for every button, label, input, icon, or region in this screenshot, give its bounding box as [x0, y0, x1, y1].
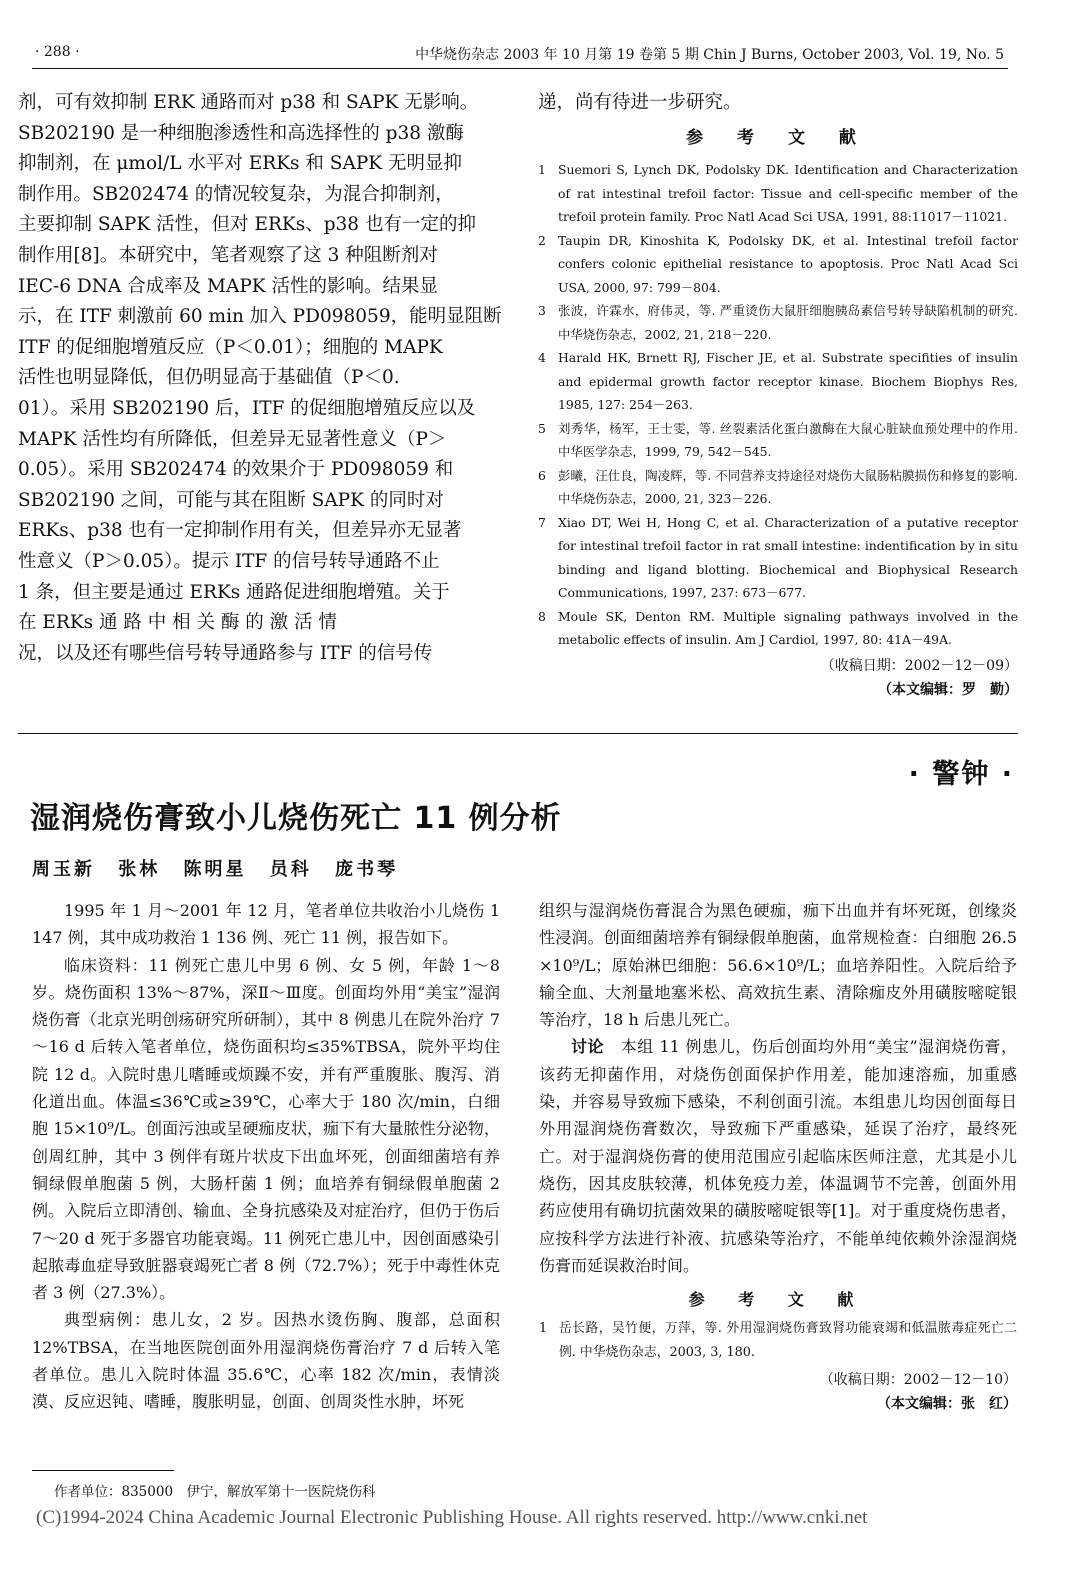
reference-item — [538, 229, 1018, 300]
prev-article-col2 — [538, 88, 1018, 702]
footnote-rule — [32, 1470, 174, 1471]
text-line: 主要抑制 SAPK 活性，但对 ERKs、p38 也有一定的抑 — [18, 214, 476, 236]
header-rule — [32, 68, 1008, 69]
reference-item — [538, 346, 1018, 417]
reference-number: 7 — [538, 514, 546, 530]
text-line: 在 ERKs 通 路 中 相 关 酶 的 激 活 情 — [18, 612, 337, 634]
reference-number: 5 — [538, 420, 546, 436]
text-line: 制作用。SB202474 的情况较复杂，为混合抑制剂， — [18, 183, 454, 205]
body-paragraph: 1995 年 1 月～2001 年 12 月，笔者单位共收治小儿烧伤 1 147 例，其中成功救治 1 136 例、死亡 11 例，报告如下。 — [32, 901, 500, 948]
text-line: ITF 的促细胞增殖反应（P＜0.01）；细胞的 MAPK — [18, 336, 443, 358]
discussion-text: 本组 11 例患儿，伤后创面均外用“美宝”湿润烧伤膏，该药无抑菌作用，对烧伤创面保护作用差，能加速溶痂，加重感染，并容易导致痂下感染，不利创面引流。本组患儿均因创面每日外用湿润烧伤膏数次，导致痂下严重感染，延误了治疗，最终死亡。对于湿润烧伤膏的使用范围应引起临床医师注意，尤其是小儿烧伤，因其皮肤较薄，机体免疫力差，体温调节不完善，创面外用药应使用有确切抗菌效果的磺胺嘧啶银等[1]。对于重度烧伤患者，应按科学方法进行补液、抗感染等治疗，不能单纯依赖外涂湿润烧伤膏而延误救治时间。 — [539, 1037, 1017, 1275]
body-paragraph: 组织与湿润烧伤膏混合为黑色硬痂，痂下出血并有坏死斑，创缘炎性浸润。创面细菌培养有铜绿假单胞菌，血常规检查：白细胞 26.5 ×10⁹/L；原始淋巴细胞：56.6×10⁹/L；血培养阳性。入院后给予输全血、大剂量地塞米松、高效抗生素、清除痂皮外用磺胺嘧啶银等治疗，18 h 后患儿死亡。 — [539, 901, 1017, 1030]
discussion-label: 讨论 — [571, 1037, 605, 1057]
author-affiliation: 作者单位：835000 伊宁，解放军第十一医院烧伤科 — [54, 1484, 376, 1500]
text-line: 剂，可有效抑制 ERK 通路而对 p38 和 SAPK 无影响。 — [18, 92, 479, 113]
article-separator — [18, 733, 1018, 734]
article-col1 — [32, 897, 500, 1416]
copyright-watermark: (C)1994-2024 China Academic Journal Electronic Publishing House. All rights reserved. http://www.cnki.net — [36, 1507, 868, 1528]
running-header: 中华烧伤杂志 2003 年 10 月第 19 卷第 5 期 Chin J Burns, October 2003, Vol. 19, No. 5 — [415, 47, 1004, 63]
reference-list — [538, 158, 1018, 652]
article-title: 湿润烧伤膏致小儿烧伤死亡 11 例分析 — [30, 801, 562, 836]
text-line: 示，在 ITF 刺激前 60 min 加入 PD098059，能明显阻断 — [18, 306, 502, 328]
text-line: SB202190 是一种细胞渗透性和高选择性的 p38 激酶 — [18, 122, 464, 144]
prev-article-ending: 递，尚有待进一步研究。 — [538, 92, 742, 113]
reference-item — [538, 417, 1018, 464]
text-line: 抑制剂，在 μmol/L 水平对 ERKs 和 SAPK 无明显抑 — [18, 153, 462, 175]
text-line: SB202190 之间，可能与其在阻断 SAPK 的同时对 — [18, 489, 444, 511]
article-col2 — [539, 897, 1017, 1416]
reference-item — [538, 511, 1018, 605]
section-label: · 警钟 · — [908, 759, 1014, 790]
reference-number: 8 — [538, 608, 546, 624]
reference-list-2 — [539, 1317, 1017, 1364]
received-date-2: （收稿日期：2002－12－10） — [819, 1372, 1017, 1389]
reference-text: Moule SK, Denton RM. Multiple signaling pathways involved in the metabolic effects of insulin. Am J Cardiol, 1997, 80: 41A－49A. — [558, 608, 1018, 647]
page-number: · 288 · — [35, 44, 80, 60]
reference-text: 张波，许霖水，府伟灵，等. 严重烫伤大鼠肝细胞胰岛素信号转导缺陷机制的研究. 中华烧伤杂志，2002, 21, 218－220. — [558, 303, 1018, 342]
text-line: MAPK 活性均有所降低，但差异无显著性意义（P＞ — [18, 428, 447, 450]
text-line: 况，以及还有哪些信号转导通路参与 ITF 的信号传 — [18, 642, 433, 664]
text-line: 制作用[8]。本研究中，笔者观察了这 3 种阻断剂对 — [18, 244, 438, 266]
text-line: ERKs、p38 也有一定抑制作用有关，但差异亦无显著 — [18, 520, 462, 542]
reference-number: 4 — [538, 350, 546, 365]
text-line: 性意义（P＞0.05）。提示 ITF 的信号转导通路不止 — [18, 550, 440, 572]
body-paragraph: 典型病例：患儿女，2 岁。因热水烫伤胸、腹部，总面积 12%TBSA，在当地医院创面外用湿润烧伤膏治疗 7 d 后转入笔者单位。患儿入院时体温 35.6℃，心率 182 次/min，表情淡漠、反应迟钝、嗜睡，腹胀明显，创面、创周炎性水肿，坏死 — [32, 1310, 500, 1412]
reference-item — [538, 605, 1018, 652]
editor-credit: （本文编辑：罗 勤） — [878, 681, 1018, 698]
article-authors: 周玉新 张林 陈明星 员科 庞书琴 — [32, 859, 399, 880]
reference-text: Suemori S, Lynch DK, Podolsky DK. Identification and Characterization of rat intestinal trefoil factor: Tissue and cell-specific member of the trefoil protein family. Proc Natl Acad Sci USA, 1991, 88:11017－11021. — [558, 162, 1018, 224]
text-line: 1 条，但主要是通过 ERKs 通路促进细胞增殖。关于 — [18, 581, 450, 603]
text-line: 0.05）。采用 SB202474 的效果介于 PD098059 和 — [18, 459, 454, 481]
prev-article-col1 — [18, 88, 503, 669]
received-date: （收稿日期：2002－12－09） — [820, 657, 1018, 674]
references-heading-2: 参 考 文 献 — [688, 1290, 868, 1310]
text-line: 01）。采用 SB202190 后，ITF 的促细胞增殖反应以及 — [18, 397, 476, 419]
reference-number: 2 — [538, 232, 546, 248]
reference-text: 岳长路，吴竹便，万萍，等. 外用湿润烧伤膏致肾功能衰竭和低温脓毒症死亡二例. 中华烧伤杂志，2003, 3, 180. — [559, 1321, 1017, 1360]
text-line: 活性也明显降低，但仍明显高于基础值（P＜0. — [18, 367, 400, 389]
references-heading: 参 考 文 献 — [686, 128, 870, 148]
editor-credit-2: （本文编辑：张 红） — [877, 1396, 1017, 1413]
reference-item — [538, 299, 1018, 346]
reference-text: 彭曦，汪仕良，陶凌辉，等. 不同营养支持途径对烧伤大鼠肠粘膜损伤和修复的影响. 中华烧伤杂志，2000, 21, 323－226. — [558, 467, 1018, 506]
reference-text: 刘秀华，杨军，王士雯，等. 丝裂素活化蛋白激酶在大鼠心脏缺血预处理中的作用. 中华医学杂志，1999, 79, 542－545. — [558, 420, 1018, 459]
text-line: IEC-6 DNA 合成率及 MAPK 活性的影响。结果显 — [18, 275, 438, 297]
reference-number: 1 — [538, 162, 546, 177]
reference-text: Harald HK, Brnett RJ, Fischer JE, et al. Substrate specifities of insulin and epidermal growth factor receptor kinase. Biochem Biophys Res, 1985, 127: 254－263. — [558, 350, 1018, 412]
reference-number: 3 — [538, 303, 546, 318]
reference-text: Taupin DR, Kinoshita K, Podolsky DK, et al. Intestinal trefoil factor confers colonic epithelial resistance to apoptosis. Proc Natl Acad Sci USA, 2000, 97: 799－804. — [558, 232, 1018, 295]
discussion-paragraph — [539, 1033, 1017, 1279]
reference-item — [538, 158, 1018, 229]
reference-number: 1 — [539, 1321, 548, 1337]
reference-item — [538, 464, 1018, 511]
reference-text: Xiao DT, Wei H, Hong C, et al. Characterization of a putative receptor for intestinal trefoil factor in rat small intestine: indentification by in situ binding and ligand blotting. Biochemical and Biophysical Research Communications, 1997, 237: 673－677. — [558, 514, 1018, 600]
body-paragraph: 临床资料：11 例死亡患儿中男 6 例、女 5 例，年龄 1～8 岁。烧伤面积 13%～87%，深Ⅱ～Ⅲ度。创面均外用“美宝”湿润烧伤膏（北京光明创疡研究所研制），其中 8 例患儿在院外治疗 7～16 d 后转入笔者单位，烧伤面积均≤35%TBSA，院外平均住院 12 d。入院时患儿嗜睡或烦躁不安，并有严重腹胀、腹泻、消化道出血。体温≤36℃或≥39℃，心率大于 180 次/min，白细胞 15×10⁹/L。创面污浊或呈硬痂皮状，痂下有大量脓性分泌物，创周红肿，其中 3 例伴有斑片状皮下出血坏死，创面细菌培有养铜绿假单胞菌 5 例，大肠杆菌 1 例；血培养有铜绿假单胞菌 2 例。入院后立即清创、输血、全身抗感染及对症治疗，但仍于伤后 7～20 d 死于多器官功能衰竭。11 例死亡患儿中，因创面感染引起脓毒血症导致脏器衰竭死亡者 8 例（72.7%）；死于中毒性休克者 3 例（27.3%）。 — [32, 955, 500, 1303]
reference-number: 6 — [538, 467, 546, 483]
reference-item — [539, 1317, 1017, 1364]
